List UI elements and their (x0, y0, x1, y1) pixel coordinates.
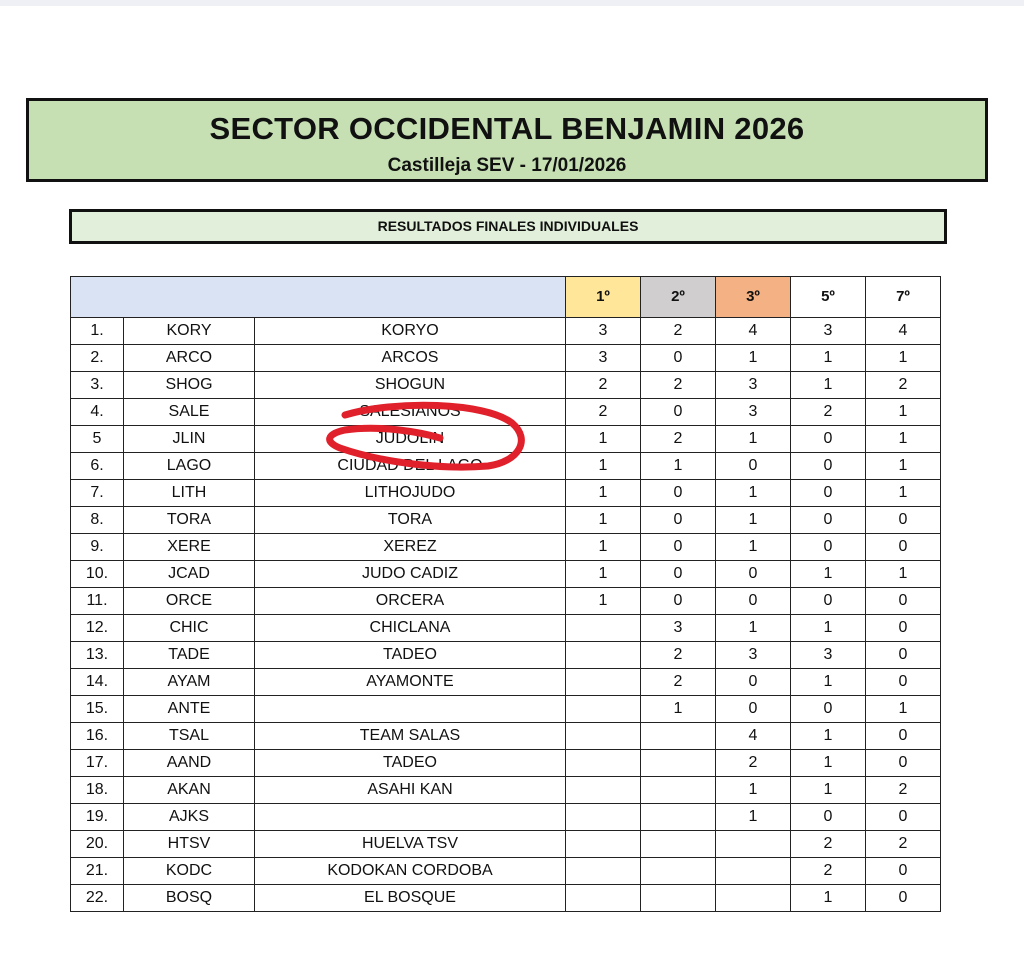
first-place-cell: 1 (566, 453, 641, 480)
seventh-place-cell: 1 (866, 345, 941, 372)
club-name-cell: CHICLANA (255, 615, 566, 642)
third-place-cell: 3 (716, 372, 791, 399)
third-place-cell: 0 (716, 669, 791, 696)
first-place-cell: 3 (566, 345, 641, 372)
rank-cell: 5 (71, 426, 124, 453)
seventh-place-cell: 1 (866, 480, 941, 507)
fifth-place-cell: 1 (791, 345, 866, 372)
third-place-cell: 1 (716, 480, 791, 507)
third-place-cell: 1 (716, 615, 791, 642)
seventh-place-cell: 1 (866, 453, 941, 480)
second-place-cell: 2 (641, 372, 716, 399)
club-name-cell: TADEO (255, 642, 566, 669)
rank-cell: 1. (71, 318, 124, 345)
rank-cell: 9. (71, 534, 124, 561)
table-row (71, 507, 941, 534)
club-name-cell: JUDO CADIZ (255, 561, 566, 588)
club-code-cell: SALE (124, 399, 255, 426)
rank-cell: 12. (71, 615, 124, 642)
rank-cell: 11. (71, 588, 124, 615)
club-code-cell: JLIN (124, 426, 255, 453)
seventh-place-cell: 1 (866, 399, 941, 426)
club-code-cell: TSAL (124, 723, 255, 750)
third-place-cell: 3 (716, 642, 791, 669)
table-row (71, 453, 941, 480)
club-name-cell: EL BOSQUE (255, 885, 566, 912)
table-row (71, 318, 941, 345)
fifth-place-cell: 2 (791, 858, 866, 885)
club-code-cell: SHOG (124, 372, 255, 399)
club-name-cell: ASAHI KAN (255, 777, 566, 804)
header-blank-cell (71, 277, 566, 318)
third-place-cell: 3 (716, 399, 791, 426)
second-place-cell (641, 858, 716, 885)
club-name-cell: HUELVA TSV (255, 831, 566, 858)
seventh-place-cell: 1 (866, 561, 941, 588)
fifth-place-cell: 1 (791, 561, 866, 588)
club-name-cell: AYAMONTE (255, 669, 566, 696)
first-place-cell (566, 804, 641, 831)
table-row (71, 669, 941, 696)
club-code-cell: AAND (124, 750, 255, 777)
seventh-place-cell: 0 (866, 534, 941, 561)
first-place-cell (566, 777, 641, 804)
second-place-cell (641, 723, 716, 750)
rank-cell: 18. (71, 777, 124, 804)
rank-cell: 20. (71, 831, 124, 858)
rank-cell: 17. (71, 750, 124, 777)
first-place-cell (566, 723, 641, 750)
rank-cell: 16. (71, 723, 124, 750)
third-place-cell (716, 885, 791, 912)
rank-cell: 4. (71, 399, 124, 426)
first-place-cell: 1 (566, 480, 641, 507)
header-banner (26, 98, 988, 182)
second-place-cell: 2 (641, 318, 716, 345)
fifth-place-cell: 0 (791, 507, 866, 534)
first-place-cell (566, 696, 641, 723)
third-place-cell (716, 858, 791, 885)
seventh-place-cell: 1 (866, 696, 941, 723)
rank-cell: 10. (71, 561, 124, 588)
seventh-place-cell: 0 (866, 588, 941, 615)
seventh-place-cell: 0 (866, 669, 941, 696)
third-place-cell: 0 (716, 696, 791, 723)
third-place-cell: 1 (716, 426, 791, 453)
club-code-cell: AYAM (124, 669, 255, 696)
top-strip (0, 0, 1024, 6)
column-header-5th: 5º (791, 277, 866, 318)
rank-cell: 2. (71, 345, 124, 372)
third-place-cell: 1 (716, 507, 791, 534)
rank-cell: 15. (71, 696, 124, 723)
second-place-cell: 0 (641, 399, 716, 426)
second-place-cell: 0 (641, 588, 716, 615)
fifth-place-cell: 1 (791, 723, 866, 750)
section-title: RESULTADOS FINALES INDIVIDUALES (69, 209, 947, 244)
table-row (71, 345, 941, 372)
seventh-place-cell: 2 (866, 831, 941, 858)
table-row (71, 615, 941, 642)
first-place-cell (566, 615, 641, 642)
club-code-cell: KODC (124, 858, 255, 885)
club-code-cell: TADE (124, 642, 255, 669)
column-header-3rd: 3º (716, 277, 791, 318)
second-place-cell (641, 777, 716, 804)
table-row (71, 696, 941, 723)
second-place-cell: 1 (641, 696, 716, 723)
second-place-cell: 3 (641, 615, 716, 642)
second-place-cell (641, 885, 716, 912)
seventh-place-cell: 0 (866, 615, 941, 642)
column-header-2nd: 2º (641, 277, 716, 318)
club-name-cell: TADEO (255, 750, 566, 777)
seventh-place-cell: 0 (866, 885, 941, 912)
table-header-row (71, 277, 941, 318)
table-row (71, 372, 941, 399)
fifth-place-cell: 2 (791, 399, 866, 426)
club-code-cell: JCAD (124, 561, 255, 588)
first-place-cell (566, 642, 641, 669)
club-code-cell: CHIC (124, 615, 255, 642)
rank-cell: 22. (71, 885, 124, 912)
club-code-cell: ANTE (124, 696, 255, 723)
table-row (71, 642, 941, 669)
table-row (71, 777, 941, 804)
seventh-place-cell: 4 (866, 318, 941, 345)
fifth-place-cell: 0 (791, 480, 866, 507)
table-row (71, 723, 941, 750)
rank-cell: 19. (71, 804, 124, 831)
document-subtitle: Castilleja SEV - 17/01/2026 (387, 155, 627, 176)
club-name-cell (255, 804, 566, 831)
second-place-cell: 0 (641, 561, 716, 588)
seventh-place-cell: 0 (866, 804, 941, 831)
second-place-cell (641, 750, 716, 777)
club-name-cell: TORA (255, 507, 566, 534)
third-place-cell: 1 (716, 534, 791, 561)
third-place-cell: 2 (716, 750, 791, 777)
fifth-place-cell: 0 (791, 453, 866, 480)
fifth-place-cell: 1 (791, 885, 866, 912)
club-code-cell: TORA (124, 507, 255, 534)
table-row (71, 561, 941, 588)
first-place-cell (566, 750, 641, 777)
club-name-cell: KORYO (255, 318, 566, 345)
rank-cell: 6. (71, 453, 124, 480)
club-name-cell: SALESIANOS (255, 399, 566, 426)
third-place-cell: 0 (716, 561, 791, 588)
second-place-cell: 2 (641, 669, 716, 696)
club-code-cell: ARCO (124, 345, 255, 372)
club-name-cell: SHOGUN (255, 372, 566, 399)
second-place-cell: 0 (641, 534, 716, 561)
fifth-place-cell: 2 (791, 831, 866, 858)
club-code-cell: ORCE (124, 588, 255, 615)
first-place-cell: 1 (566, 534, 641, 561)
rank-cell: 14. (71, 669, 124, 696)
club-name-cell: JUDOLIN (255, 426, 566, 453)
fifth-place-cell: 1 (791, 669, 866, 696)
fifth-place-cell: 0 (791, 534, 866, 561)
fifth-place-cell: 1 (791, 615, 866, 642)
club-code-cell: HTSV (124, 831, 255, 858)
second-place-cell: 1 (641, 453, 716, 480)
club-name-cell: CIUDAD DEL LAGO (255, 453, 566, 480)
third-place-cell: 1 (716, 777, 791, 804)
first-place-cell: 1 (566, 561, 641, 588)
first-place-cell (566, 885, 641, 912)
first-place-cell: 1 (566, 507, 641, 534)
fifth-place-cell: 0 (791, 588, 866, 615)
first-place-cell: 1 (566, 426, 641, 453)
document-title: SECTOR OCCIDENTAL BENJAMIN 2026 (209, 111, 805, 146)
fifth-place-cell: 3 (791, 642, 866, 669)
first-place-cell: 3 (566, 318, 641, 345)
first-place-cell (566, 858, 641, 885)
column-header-1st: 1º (566, 277, 641, 318)
fifth-place-cell: 0 (791, 426, 866, 453)
club-code-cell: LITH (124, 480, 255, 507)
table-row (71, 534, 941, 561)
second-place-cell: 2 (641, 426, 716, 453)
third-place-cell: 0 (716, 453, 791, 480)
club-name-cell: XEREZ (255, 534, 566, 561)
seventh-place-cell: 2 (866, 372, 941, 399)
fifth-place-cell: 1 (791, 372, 866, 399)
fifth-place-cell: 1 (791, 777, 866, 804)
seventh-place-cell: 0 (866, 507, 941, 534)
table-row (71, 804, 941, 831)
first-place-cell (566, 669, 641, 696)
column-header-7th: 7º (866, 277, 941, 318)
first-place-cell: 2 (566, 399, 641, 426)
rank-cell: 3. (71, 372, 124, 399)
fifth-place-cell: 0 (791, 804, 866, 831)
second-place-cell: 0 (641, 507, 716, 534)
third-place-cell: 0 (716, 588, 791, 615)
third-place-cell: 4 (716, 318, 791, 345)
table-body (71, 318, 941, 912)
third-place-cell: 4 (716, 723, 791, 750)
second-place-cell (641, 804, 716, 831)
rank-cell: 8. (71, 507, 124, 534)
rank-cell: 21. (71, 858, 124, 885)
club-name-cell: ARCOS (255, 345, 566, 372)
fifth-place-cell: 1 (791, 750, 866, 777)
third-place-cell: 1 (716, 804, 791, 831)
fifth-place-cell: 3 (791, 318, 866, 345)
third-place-cell: 1 (716, 345, 791, 372)
club-code-cell: AKAN (124, 777, 255, 804)
table-row (71, 750, 941, 777)
table-row (71, 858, 941, 885)
seventh-place-cell: 0 (866, 750, 941, 777)
results-table (70, 276, 941, 912)
seventh-place-cell: 2 (866, 777, 941, 804)
club-name-cell (255, 696, 566, 723)
table-row (71, 885, 941, 912)
table-row (71, 399, 941, 426)
club-name-cell: TEAM SALAS (255, 723, 566, 750)
table-row (71, 480, 941, 507)
first-place-cell (566, 831, 641, 858)
rank-cell: 13. (71, 642, 124, 669)
club-name-cell: ORCERA (255, 588, 566, 615)
second-place-cell: 0 (641, 480, 716, 507)
club-code-cell: KORY (124, 318, 255, 345)
fifth-place-cell: 0 (791, 696, 866, 723)
club-code-cell: AJKS (124, 804, 255, 831)
third-place-cell (716, 831, 791, 858)
table-row (71, 831, 941, 858)
club-name-cell: KODOKAN CORDOBA (255, 858, 566, 885)
first-place-cell: 2 (566, 372, 641, 399)
second-place-cell: 0 (641, 345, 716, 372)
rank-cell: 7. (71, 480, 124, 507)
club-code-cell: BOSQ (124, 885, 255, 912)
club-code-cell: LAGO (124, 453, 255, 480)
second-place-cell: 2 (641, 642, 716, 669)
club-name-cell: LITHOJUDO (255, 480, 566, 507)
table-row (71, 426, 941, 453)
seventh-place-cell: 0 (866, 642, 941, 669)
second-place-cell (641, 831, 716, 858)
club-code-cell: XERE (124, 534, 255, 561)
first-place-cell: 1 (566, 588, 641, 615)
seventh-place-cell: 1 (866, 426, 941, 453)
table-row (71, 588, 941, 615)
seventh-place-cell: 0 (866, 858, 941, 885)
seventh-place-cell: 0 (866, 723, 941, 750)
